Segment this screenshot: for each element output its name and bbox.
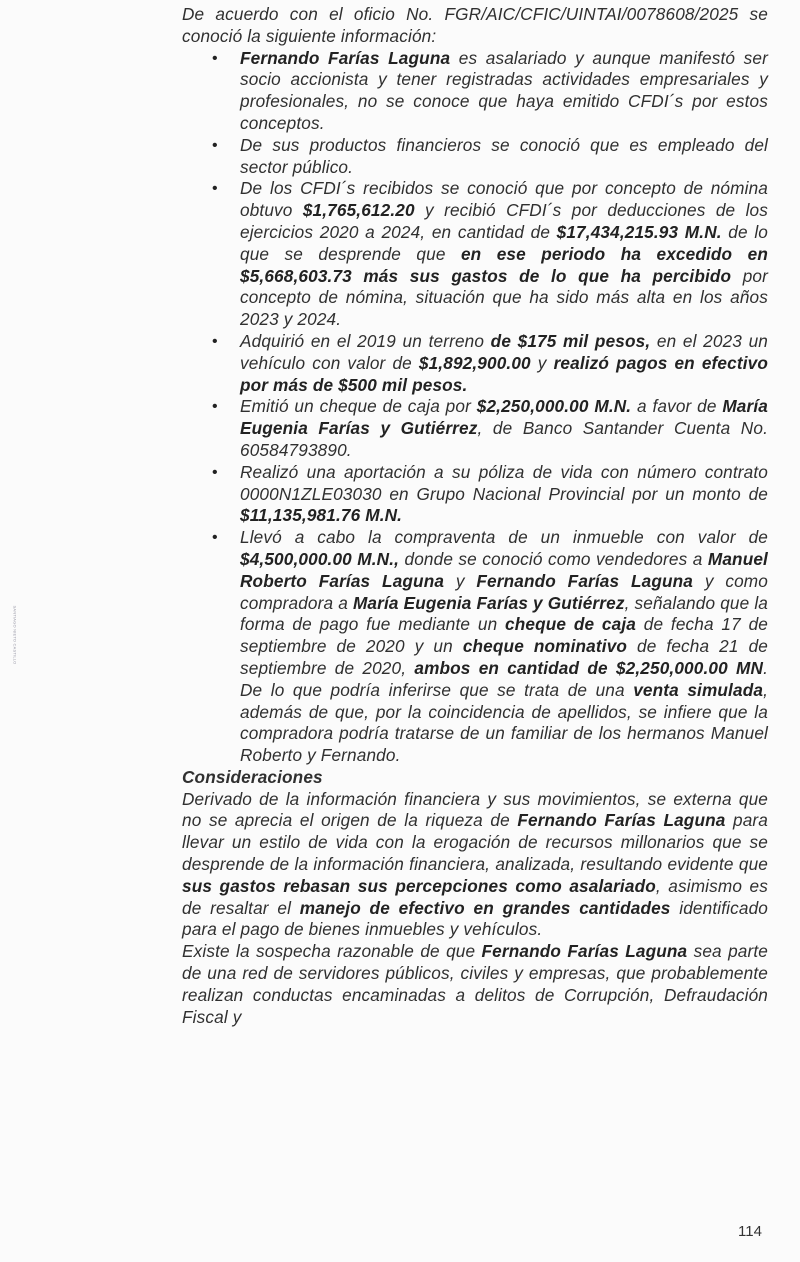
text-span: Realizó una aportación a su póliza de vida con número contrato 0000N1ZLE03030 en Grupo Nacional Provincial por un monto de (240, 461, 768, 504)
text-span: , señalando que la forma de pago fue mediante un (240, 592, 768, 635)
findings-list (182, 48, 768, 767)
text-span: y como compradora a (240, 570, 768, 613)
text-span: y (444, 570, 477, 591)
text-span: . De lo que podría inferirse que se trata de una (240, 657, 768, 700)
text-span: identificado para el pago de bienes inmuebles y vehículos. (182, 897, 768, 940)
bold-text: realizó pagos en efectivo por más de $500 mil pesos. (240, 352, 768, 395)
list-item (240, 331, 768, 396)
margin-stamp-text: SANTIAGO NIETO CASTILLO (12, 605, 18, 665)
text-span: Llevó a cabo la compraventa de un inmueble con valor de (240, 527, 768, 548)
considerations-paragraph (182, 789, 768, 942)
text-span: Derivado de la información financiera y sus movimientos, se externa que no se aprecia el origen de la riqueza de (182, 788, 768, 831)
list-item (240, 48, 768, 135)
margin-stamp (2, 555, 28, 715)
bold-text: sus gastos rebasan sus percepciones como asalariado (182, 875, 656, 896)
list-item (240, 527, 768, 767)
bold-text: $4,500,000.00 M.N., (240, 548, 400, 569)
intro-paragraph: De acuerdo con el oficio No. FGR/AIC/CFIC/UINTAI/0078608/2025 se conoció la siguiente información: (182, 4, 768, 46)
bold-text: Fernando Farías Laguna (481, 941, 688, 962)
bold-text: $17,434,215.93 M.N. (556, 221, 722, 242)
text-span: y recibió CFDI´s por deducciones de los ejercicios 2020 a 2024, en cantidad de (240, 200, 768, 242)
text-span: , asimismo es de resaltar el (182, 875, 768, 918)
page-number: 114 (738, 1223, 762, 1240)
text-span: De los CFDI´s recibidos se conoció que por concepto de nómina obtuvo (240, 178, 768, 221)
text-span: y (530, 352, 554, 373)
text-span: de fecha 17 de septiembre de 2020 y un (240, 614, 768, 657)
document-body (182, 4, 768, 1028)
text-span: De sus productos financieros se conoció que es empleado del sector público. (240, 134, 768, 177)
bold-text: $1,892,900.00 (418, 352, 531, 373)
bold-text: $2,250,000.00 M.N. (476, 396, 632, 417)
bold-text: Fernando Farías Laguna (240, 47, 451, 68)
bold-text: $11,135,981.76 M.N. (240, 505, 403, 526)
bold-text: María Eugenia Farías y Gutiérrez (240, 396, 768, 439)
bold-text: cheque de caja (505, 614, 636, 635)
text-span: , además de que, por la coincidencia de apellidos, se infiere que la compradora podría tratarse de un familiar de los hermanos Manuel Roberto y Fernando. (240, 679, 768, 766)
text-span: para llevar un estilo de vida con la erogación de recursos millonarios que se desprende de la información financiera, analizada, resultando evidente que (182, 810, 768, 875)
bold-text: en ese periodo ha excedido en $5,668,603.73 más sus gastos de lo que ha percibido (240, 243, 768, 286)
bold-text: ambos en cantidad de $2,250,000.00 MN (414, 657, 764, 678)
bold-text: venta simulada (633, 679, 764, 700)
text-span: de lo que se desprende que (240, 221, 768, 264)
text-span: en el 2023 un vehículo con valor de (240, 330, 768, 373)
text-span: donde se conoció como vendedores a (399, 548, 708, 569)
text-span: es asalariado y aunque manifestó ser socio accionista y tener registradas actividades empresariales y profesionales, no se conoce que haya emitido CFDI´s por estos conceptos. (240, 47, 768, 133)
list-item (240, 135, 768, 179)
bold-text: Fernando Farías Laguna (476, 570, 694, 591)
text-span: , de Banco Santander Cuenta No. 60584793890. (240, 418, 768, 460)
bold-text: cheque nominativo (462, 636, 628, 657)
text-span: sea parte de una red de servidores públicos, civiles y empresas, que probablemente realizan conductas encaminadas a delitos de Corrupción, Defraudación Fiscal y (182, 941, 768, 1027)
text-span: a favor de (631, 396, 723, 417)
suspicion-paragraph (182, 941, 768, 1028)
text-span: de fecha 21 de septiembre de 2020, (240, 636, 768, 678)
list-item (240, 462, 768, 527)
bold-text: de $175 mil pesos, (490, 330, 651, 351)
bold-text: $1,765,612.20 (302, 200, 415, 221)
text-span: por concepto de nómina, situación que ha sido más alta en los años 2023 y 2024. (240, 265, 768, 330)
list-item (240, 396, 768, 461)
list-item (240, 178, 768, 331)
text-span: Emitió un cheque de caja por (240, 396, 477, 417)
section-heading: Consideraciones (182, 766, 323, 787)
bold-text: Manuel Roberto Farías Laguna (240, 548, 768, 591)
bold-text: Fernando Farías Laguna (517, 810, 726, 831)
bold-text: manejo de efectivo en grandes cantidades (299, 897, 671, 918)
bold-text: María Eugenia Farías y Gutiérrez (352, 592, 625, 613)
text-span: Adquirió en el 2019 un terreno (240, 330, 491, 351)
text-span: Existe la sospecha razonable de que (182, 941, 482, 962)
